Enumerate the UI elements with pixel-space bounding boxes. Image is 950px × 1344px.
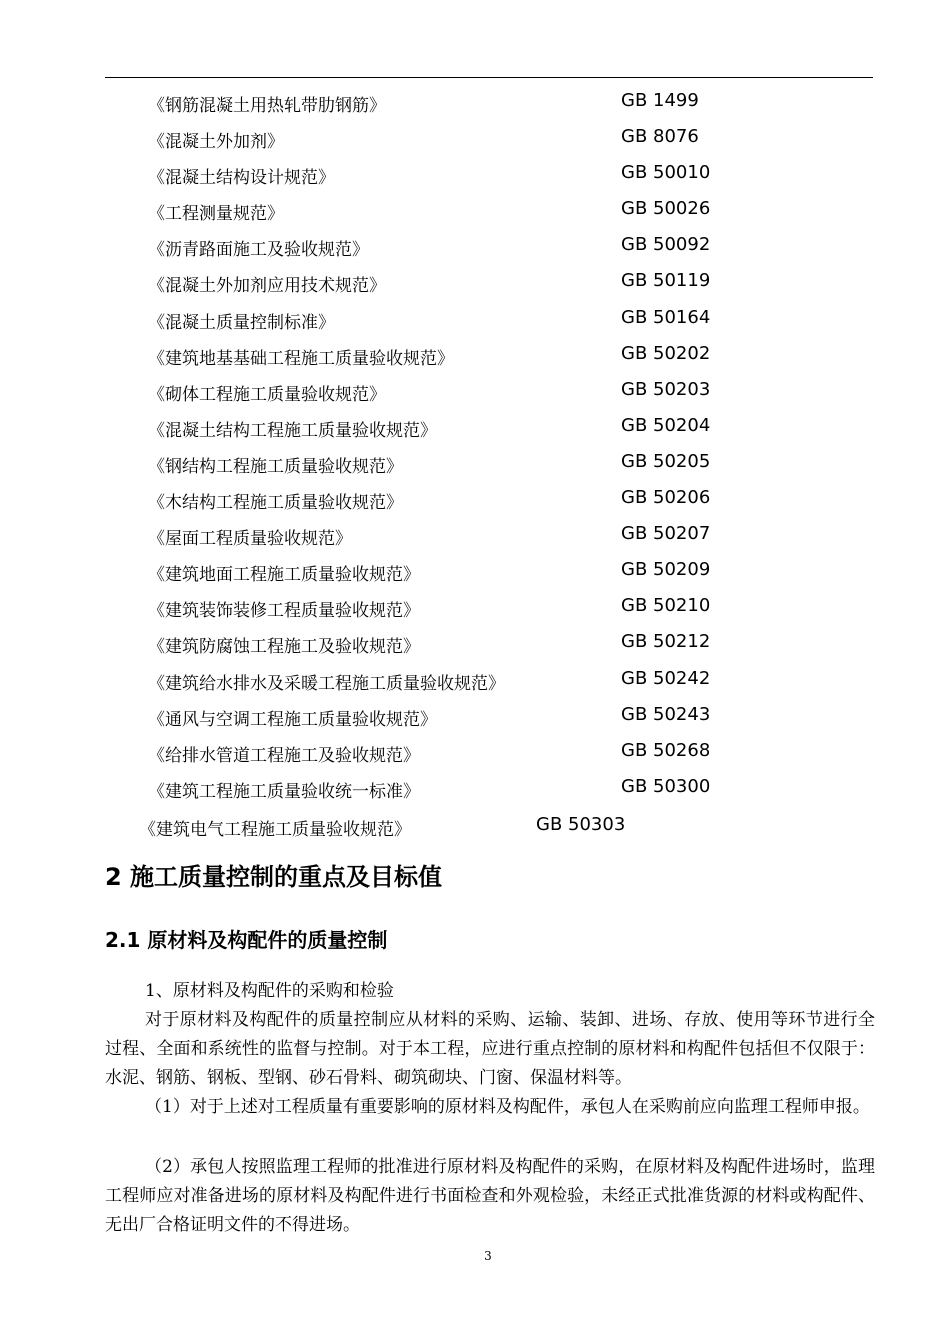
list-item xyxy=(0,519,950,555)
standard-code: GB 50205 xyxy=(621,450,711,472)
list-item xyxy=(0,627,950,663)
standard-code: GB 50300 xyxy=(621,775,711,797)
list-item xyxy=(0,375,950,411)
subsection-heading: 2.1 原材料及构配件的质量控制 xyxy=(105,928,388,952)
standard-title: 《建筑工程施工质量验收统一标准》 xyxy=(148,781,420,802)
standards-list xyxy=(0,86,950,844)
standard-title: 《工程测量规范》 xyxy=(148,204,284,225)
standard-code: GB 8076 xyxy=(621,126,699,148)
standard-title: 《混凝土外加剂》 xyxy=(148,132,284,153)
standard-code: GB 50204 xyxy=(621,414,711,436)
list-item xyxy=(0,483,950,519)
list-item xyxy=(0,700,950,736)
standard-code: GB 50303 xyxy=(536,813,626,835)
standard-title: 《建筑地面工程施工质量验收规范》 xyxy=(148,565,420,586)
list-item xyxy=(0,591,950,627)
list-item xyxy=(0,122,950,158)
header-rule xyxy=(105,77,873,78)
page-number: 3 xyxy=(484,1249,492,1263)
item-heading: 1、原材料及构配件的采购和检验 xyxy=(145,981,394,1001)
standard-title: 《混凝土结构工程施工质量验收规范》 xyxy=(148,420,437,441)
body-paragraph: （2）承包人按照监理工程师的批准进行原材料及构配件的采购，在原材料及构配件进场时，监理工程师应对准备进场的原材料及构配件进行书面检查和外观检验，未经正式批准货源的材料或构配件、无出厂合格证明文件的不得进场。 xyxy=(105,1157,875,1235)
standard-title: 《建筑防腐蚀工程施工及验收规范》 xyxy=(148,637,420,658)
standard-code: GB 50092 xyxy=(621,234,711,256)
standard-code: GB 50010 xyxy=(621,162,711,184)
standard-code: GB 50242 xyxy=(621,667,711,689)
list-item xyxy=(0,411,950,447)
list-item xyxy=(0,86,950,122)
standard-title: 《建筑地基基础工程施工质量验收规范》 xyxy=(148,348,454,369)
list-item xyxy=(0,736,950,772)
list-item xyxy=(0,555,950,591)
standard-title: 《通风与空调工程施工质量验收规范》 xyxy=(148,709,437,730)
standard-title: 《沥青路面施工及验收规范》 xyxy=(148,240,369,261)
list-item xyxy=(0,303,950,339)
standard-code: GB 50207 xyxy=(621,523,711,545)
list-item xyxy=(0,266,950,302)
standard-code: GB 1499 xyxy=(621,90,699,111)
list-item xyxy=(0,230,950,266)
body-paragraph: （1）对于上述对工程质量有重要影响的原材料及构配件，承包人在采购前应向监理工程师申报。 xyxy=(145,1097,870,1117)
standard-title: 《混凝土外加剂应用技术规范》 xyxy=(148,276,386,297)
list-item xyxy=(0,158,950,194)
standard-title: 《给排水管道工程施工及验收规范》 xyxy=(148,745,420,766)
standard-code: GB 50206 xyxy=(621,487,711,509)
standard-title: 《砌体工程施工质量验收规范》 xyxy=(148,384,386,405)
standard-title: 《混凝土结构设计规范》 xyxy=(148,168,335,189)
standard-code: GB 50164 xyxy=(621,306,711,328)
list-item xyxy=(0,339,950,375)
standard-code: GB 50268 xyxy=(621,739,711,761)
section-heading: 2 施工质量控制的重点及目标值 xyxy=(105,863,443,891)
standard-title: 《混凝土质量控制标准》 xyxy=(148,312,335,333)
standard-code: GB 50243 xyxy=(621,703,711,725)
list-item xyxy=(0,772,950,808)
standard-code: GB 50203 xyxy=(621,378,711,400)
standard-title: 《木结构工程施工质量验收规范》 xyxy=(148,493,403,514)
standard-code: GB 50210 xyxy=(621,595,711,617)
standard-code: GB 50209 xyxy=(621,559,711,581)
standard-title: 《钢筋混凝土用热轧带肋钢筋》 xyxy=(148,96,386,116)
standard-title: 《屋面工程质量验收规范》 xyxy=(148,529,352,550)
standard-code: GB 50026 xyxy=(621,198,711,220)
list-item xyxy=(0,447,950,483)
body-paragraph: 对于原材料及构配件的质量控制应从材料的采购、运输、装卸、进场、存放、使用等环节进行全过程、全面和系统性的监督与控制。对于本工程，应进行重点控制的原材料和构配件包括但不仅限于：水泥、钢筋、钢板、型钢、砂石骨料、砌筑砌块、门窗、保温材料等。 xyxy=(105,1010,875,1088)
list-item xyxy=(0,194,950,230)
standard-title: 《钢结构工程施工质量验收规范》 xyxy=(148,456,403,477)
standard-title: 《建筑电气工程施工质量验收规范》 xyxy=(139,819,411,840)
standard-title: 《建筑给水排水及采暖工程施工质量验收规范》 xyxy=(148,673,505,694)
standard-code: GB 50119 xyxy=(621,270,711,292)
standard-code: GB 50202 xyxy=(621,342,711,364)
standard-title: 《建筑装饰装修工程质量验收规范》 xyxy=(148,601,420,622)
standard-code: GB 50212 xyxy=(621,631,711,653)
list-item xyxy=(0,664,950,700)
list-item xyxy=(0,808,950,844)
